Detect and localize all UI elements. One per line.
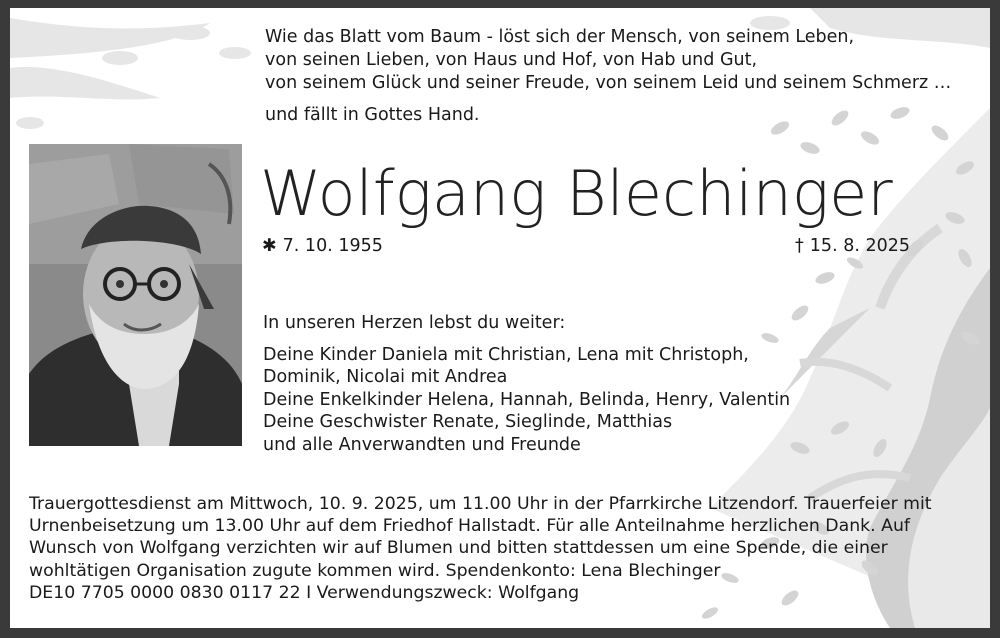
notice-line: wohltätigen Organisation zugute kommen wird. Spendenkonto: Lena Blechinger [29,560,721,581]
notice-line: Wunsch von Wolfgang verzichten wir auf Blumen und bitten stattdessen um eine Spende, die einer [29,538,888,559]
notice-line: Urnenbeisetzung um 13.00 Uhr auf dem Friedhof Hallstadt. Für alle Anteilnahme herzlichen Dank. Auf [29,516,911,537]
mourners-line: Deine Geschwister Renate, Sieglinde, Matthias [263,412,673,433]
poem-closing: und fällt in Gottes Hand. [265,105,480,125]
poem [265,26,985,95]
mourners-line: Deine Kinder Daniela mit Christian, Lena mit Christoph, [263,345,749,365]
funeral-notice [29,493,979,604]
birth-star-icon: ✱ [262,236,277,256]
notice-line: Trauergottesdienst am Mittwoch, 10. 9. 2025, um 11.00 Uhr in der Pfarrkirche Litzendorf. Trauerfeier mit [29,494,932,514]
birth-date: 7. 10. 1955 [282,236,383,256]
notice-line: DE10 7705 0000 0830 0117 22 I Verwendungszweck: Wolfgang [29,582,580,603]
death-cross-icon: † [795,236,804,256]
poem-line: von seinen Lieben, von Haus und Hof, von Hab und Gut, [265,50,758,70]
portrait-photo [29,144,242,446]
mourners-intro: In unseren Herzen lebst du weiter: [263,313,566,333]
mourners-line: Dominik, Nicolai mit Andrea [263,367,508,388]
mourners-list [263,344,790,456]
death-date: 15. 8. 2025 [809,236,910,256]
obituary-card [10,8,990,628]
portrait-illustration [29,144,242,446]
tree-top-left [10,18,251,129]
poem-line: Wie das Blatt vom Baum - löst sich der Mensch, von seinem Leben, [265,27,855,47]
death-date-line [795,236,910,256]
mourners-line: und alle Anverwandten und Freunde [263,434,581,455]
poem-line: von seinem Glück und seiner Freude, von seinem Leid und seinem Schmerz … [265,73,952,93]
mourners-line: Deine Enkelkinder Helena, Hannah, Belinda, Henry, Valentin [263,389,791,410]
deceased-name: Wolfgang Blechinger [260,157,893,230]
birth-date-line [262,236,383,256]
